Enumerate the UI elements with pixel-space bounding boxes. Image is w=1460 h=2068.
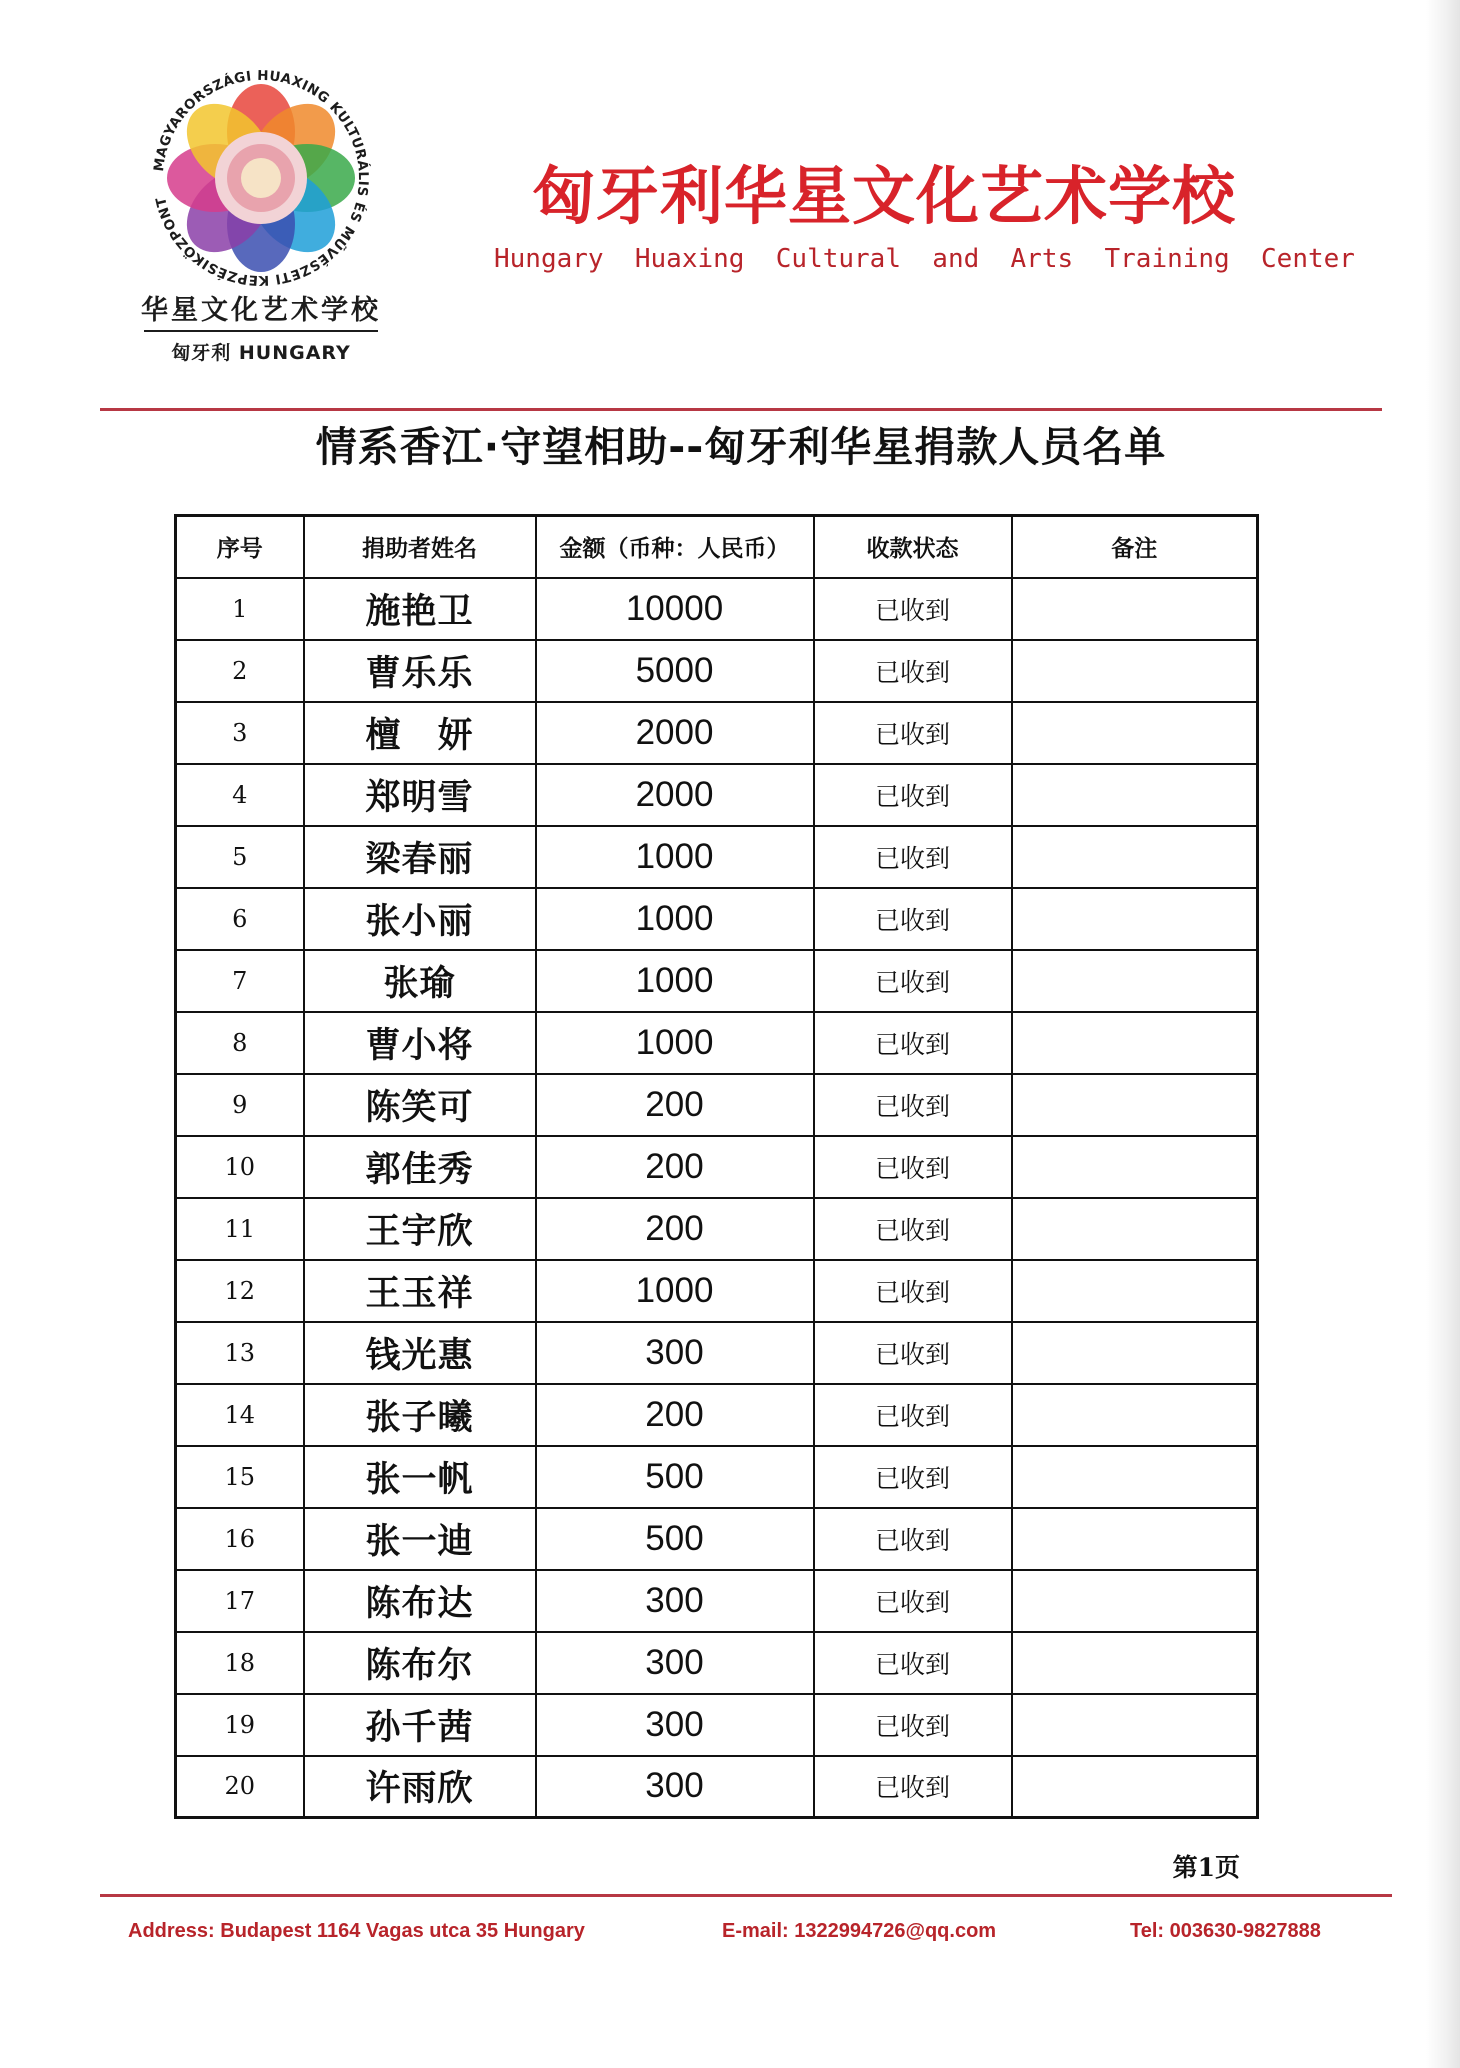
- svg-text:MAGYARORSZÁGI HUAXING KULTURÁL: MAGYARORSZÁGI HUAXING KULTURÁLIS ÉS MŰVÉSZETI KÉPZÉSIKÖZPONT: [151, 67, 372, 286]
- table-row: [176, 1632, 1258, 1694]
- table-row: [176, 1756, 1258, 1818]
- payment-status: 已收到: [814, 950, 1012, 1012]
- row-number: 11: [176, 1198, 304, 1260]
- donor-name: 梁春丽: [304, 826, 536, 888]
- payment-status: 已收到: [814, 1322, 1012, 1384]
- table-row: [176, 888, 1258, 950]
- donor-name: 许雨欣: [304, 1756, 536, 1818]
- donor-name: 郑明雪: [304, 764, 536, 826]
- payment-status: 已收到: [814, 1694, 1012, 1756]
- remarks-cell: [1012, 702, 1258, 764]
- row-number: 7: [176, 950, 304, 1012]
- donation-amount: 5000: [536, 640, 814, 702]
- donation-table-wrapper: [174, 514, 1259, 1819]
- payment-status: 已收到: [814, 1384, 1012, 1446]
- remarks-cell: [1012, 1632, 1258, 1694]
- table-row: [176, 764, 1258, 826]
- row-number: 3: [176, 702, 304, 764]
- footer-telephone: Tel: 003630-9827888: [1130, 1920, 1321, 1942]
- remarks-cell: [1012, 1384, 1258, 1446]
- payment-status: 已收到: [814, 578, 1012, 640]
- logo-subtitle: 匈牙利 HUNGARY: [171, 342, 351, 364]
- donor-name: 王玉祥: [304, 1260, 536, 1322]
- table-row: [176, 1384, 1258, 1446]
- header-divider: [100, 408, 1382, 411]
- row-number: 14: [176, 1384, 304, 1446]
- donor-name: 张一迪: [304, 1508, 536, 1570]
- remarks-cell: [1012, 1012, 1258, 1074]
- remarks-cell: [1012, 1136, 1258, 1198]
- table-row: [176, 1260, 1258, 1322]
- table-row: [176, 578, 1258, 640]
- remarks-cell: [1012, 640, 1258, 702]
- payment-status: 已收到: [814, 1756, 1012, 1818]
- row-number: 17: [176, 1570, 304, 1632]
- header-status: 收款状态: [814, 516, 1012, 578]
- donor-name: 张小丽: [304, 888, 536, 950]
- donation-amount: 2000: [536, 764, 814, 826]
- header-amount: 金额（币种：人民币）: [536, 516, 814, 578]
- donation-amount: 10000: [536, 578, 814, 640]
- remarks-cell: [1012, 1756, 1258, 1818]
- donor-name: 陈布达: [304, 1570, 536, 1632]
- remarks-cell: [1012, 1074, 1258, 1136]
- payment-status: 已收到: [814, 640, 1012, 702]
- donation-amount: 300: [536, 1322, 814, 1384]
- table-row: [176, 1322, 1258, 1384]
- remarks-cell: [1012, 1198, 1258, 1260]
- row-number: 19: [176, 1694, 304, 1756]
- donation-table: [174, 514, 1259, 1819]
- remarks-cell: [1012, 578, 1258, 640]
- row-number: 6: [176, 888, 304, 950]
- row-number: 16: [176, 1508, 304, 1570]
- donor-name: 张瑜: [304, 950, 536, 1012]
- table-row: [176, 1446, 1258, 1508]
- table-row: [176, 1136, 1258, 1198]
- donation-amount: 300: [536, 1632, 814, 1694]
- scan-edge-shadow: [1426, 0, 1460, 2068]
- header-name: 捐助者姓名: [304, 516, 536, 578]
- header-remarks: 备注: [1012, 516, 1258, 578]
- donation-amount: 1000: [536, 1260, 814, 1322]
- payment-status: 已收到: [814, 1198, 1012, 1260]
- donation-amount: 500: [536, 1508, 814, 1570]
- row-number: 15: [176, 1446, 304, 1508]
- row-number: 20: [176, 1756, 304, 1818]
- payment-status: 已收到: [814, 1136, 1012, 1198]
- row-number: 18: [176, 1632, 304, 1694]
- donation-amount: 2000: [536, 702, 814, 764]
- donation-amount: 300: [536, 1694, 814, 1756]
- row-number: 5: [176, 826, 304, 888]
- document-title: 情系香江·守望相助--匈牙利华星捐款人员名单: [315, 423, 1167, 471]
- remarks-cell: [1012, 1322, 1258, 1384]
- donor-name: 檀 妍: [304, 702, 536, 764]
- lotus-emblem-icon: [126, 66, 396, 286]
- row-number: 2: [176, 640, 304, 702]
- donor-name: 张子曦: [304, 1384, 536, 1446]
- payment-status: 已收到: [814, 1074, 1012, 1136]
- payment-status: 已收到: [814, 1508, 1012, 1570]
- donor-name: 张一帆: [304, 1446, 536, 1508]
- donation-amount: 300: [536, 1756, 814, 1818]
- donor-name: 王宇欣: [304, 1198, 536, 1260]
- row-number: 1: [176, 578, 304, 640]
- table-row: [176, 640, 1258, 702]
- row-number: 10: [176, 1136, 304, 1198]
- remarks-cell: [1012, 1508, 1258, 1570]
- logo-divider: [144, 330, 378, 332]
- payment-status: 已收到: [814, 1632, 1012, 1694]
- table-row: [176, 1198, 1258, 1260]
- remarks-cell: [1012, 764, 1258, 826]
- table-row: [176, 950, 1258, 1012]
- remarks-cell: [1012, 950, 1258, 1012]
- table-row: [176, 1508, 1258, 1570]
- donor-name: 曹乐乐: [304, 640, 536, 702]
- remarks-cell: [1012, 1260, 1258, 1322]
- footer-address: Address: Budapest 1164 Vagas utca 35 Hungary: [128, 1920, 585, 1942]
- logo-school-name: 华星文化艺术学校: [141, 295, 381, 326]
- remarks-cell: [1012, 888, 1258, 950]
- donation-amount: 1000: [536, 1012, 814, 1074]
- donation-amount: 200: [536, 1074, 814, 1136]
- payment-status: 已收到: [814, 764, 1012, 826]
- donation-amount: 1000: [536, 888, 814, 950]
- donor-name: 施艳卫: [304, 578, 536, 640]
- donor-name: 孙千茜: [304, 1694, 536, 1756]
- donation-amount: 200: [536, 1136, 814, 1198]
- page-number: 第1页: [1172, 1853, 1240, 1882]
- donation-amount: 200: [536, 1384, 814, 1446]
- row-number: 4: [176, 764, 304, 826]
- row-number: 12: [176, 1260, 304, 1322]
- row-number: 8: [176, 1012, 304, 1074]
- school-name-english: Hungary Huaxing Cultural and Arts Training Center: [494, 244, 1355, 274]
- header-no: 序号: [176, 516, 304, 578]
- donation-amount: 1000: [536, 950, 814, 1012]
- payment-status: 已收到: [814, 826, 1012, 888]
- table-row: [176, 1570, 1258, 1632]
- payment-status: 已收到: [814, 1260, 1012, 1322]
- payment-status: 已收到: [814, 1012, 1012, 1074]
- donation-amount: 500: [536, 1446, 814, 1508]
- table-row: [176, 1074, 1258, 1136]
- table-row: [176, 1012, 1258, 1074]
- donor-name: 曹小将: [304, 1012, 536, 1074]
- table-row: [176, 702, 1258, 764]
- footer-divider: [100, 1894, 1392, 1897]
- footer-email: E-mail: 1322994726@qq.com: [722, 1920, 997, 1942]
- school-name-chinese: 匈牙利华星文化艺术学校: [532, 160, 1236, 233]
- donor-name: 郭佳秀: [304, 1136, 536, 1198]
- remarks-cell: [1012, 1694, 1258, 1756]
- payment-status: 已收到: [814, 1570, 1012, 1632]
- table-row: [176, 1694, 1258, 1756]
- school-logo: [126, 66, 396, 366]
- donor-name: 陈笑可: [304, 1074, 536, 1136]
- table-header-row: [176, 516, 1258, 578]
- donation-amount: 300: [536, 1570, 814, 1632]
- payment-status: 已收到: [814, 702, 1012, 764]
- table-row: [176, 826, 1258, 888]
- remarks-cell: [1012, 1446, 1258, 1508]
- donor-name: 陈布尔: [304, 1632, 536, 1694]
- payment-status: 已收到: [814, 1446, 1012, 1508]
- row-number: 9: [176, 1074, 304, 1136]
- remarks-cell: [1012, 1570, 1258, 1632]
- row-number: 13: [176, 1322, 304, 1384]
- remarks-cell: [1012, 826, 1258, 888]
- donation-amount: 1000: [536, 826, 814, 888]
- donation-amount: 200: [536, 1198, 814, 1260]
- donor-name: 钱光惠: [304, 1322, 536, 1384]
- payment-status: 已收到: [814, 888, 1012, 950]
